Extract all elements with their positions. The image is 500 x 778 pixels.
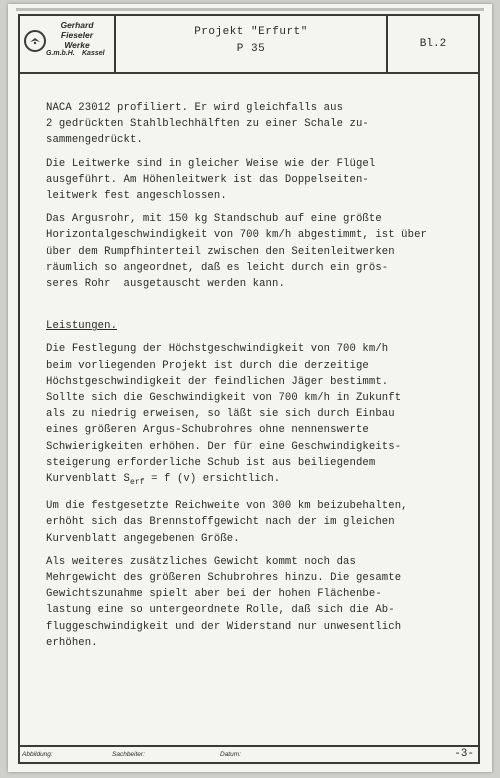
- company-city: Kassel: [82, 50, 105, 57]
- text-line: sammengedrückt.: [46, 134, 143, 147]
- company-name-line2: Werke: [64, 40, 90, 50]
- section-heading: Leistungen.: [46, 320, 118, 333]
- text-line: Sollte sich die Geschwindigkeit von 700 km/h in Zukunft: [46, 392, 402, 405]
- text-line: seres Rohr ausgetauscht werden kann.: [46, 278, 285, 291]
- sheet-number: Bl.2: [419, 38, 447, 50]
- text-line: ausgeführt. Am Höhenleitwerk ist das Doppelseiten-: [46, 173, 369, 186]
- text-line: NACA 23012 profiliert. Er wird gleichfalls aus: [46, 102, 344, 114]
- footer-date-cell: [190, 747, 300, 762]
- footer-clerk-label: Sachbeiter:: [112, 751, 145, 758]
- document-body: [46, 100, 470, 651]
- paragraph-2: [46, 156, 470, 205]
- paragraph-5: [46, 498, 470, 547]
- formula-suffix: = f (v) ersichtlich.: [144, 473, 281, 486]
- footer-figure-label: Abbildung:: [22, 751, 53, 758]
- text-line: Die Festlegung der Höchstgeschwindigkeit von 700 km/h: [46, 343, 389, 356]
- text-line: Kurvenblatt angegebenen Größe.: [46, 532, 240, 545]
- text-line: Höchstgeschwindigkeit der feindlichen Jäger bestimmt.: [46, 375, 389, 388]
- text-line: erhöht sich das Brennstoffgewicht nach der im gleichen: [46, 516, 395, 529]
- text-line: als zu niedrig erweisen, so läßt sie sich durch Einbau: [46, 408, 395, 421]
- text-line: steigerung erforderliche Schub ist aus beiliegendem: [46, 456, 376, 469]
- text-line: räumlich so angeordnet, daß es leicht durch ein grös-: [46, 261, 389, 274]
- text-line: Schwierigkeiten erhöhen. Der für eine Geschwindigkeits-: [46, 440, 402, 453]
- text-line: Das Argusrohr, mit 150 kg Standschub auf eine größte: [46, 213, 382, 226]
- company-logo-icon: [24, 30, 46, 52]
- title-block: [20, 16, 478, 74]
- company-cell: [20, 16, 116, 72]
- paragraph-1: [46, 100, 470, 149]
- company-name-line1: Gerhard Fieseler: [60, 20, 94, 40]
- text-line: leitwerk fest angeschlossen.: [46, 190, 227, 203]
- sheet-cell: [388, 16, 478, 72]
- footer-clerk-cell: [88, 747, 190, 762]
- footer-figure-cell: [20, 747, 88, 762]
- text-line: beim vorliegenden Projekt ist durch die derzeitige: [46, 359, 369, 372]
- scan-edge: [16, 8, 484, 11]
- text-line: eines größeren Argus-Schubrohres ohne nennenswerte: [46, 424, 369, 437]
- text-line: Als weiteres zusätzliches Gewicht kommt noch das: [46, 555, 356, 568]
- company-legal-form: G.m.b.H.: [46, 50, 75, 57]
- text-line: erhöhen.: [46, 636, 98, 649]
- text-line: Mehrgewicht des größeren Schubrohres hinzu. Die gesamte: [46, 572, 402, 585]
- page-number: -3-: [454, 748, 474, 760]
- text-line: lastung eine so untergeordnete Rolle, daß sich die Ab-: [46, 604, 395, 617]
- text-line: Um die festgesetzte Reichweite von 300 km beizubehalten,: [46, 500, 408, 513]
- text-line: Gewichtszunahme spielt aber bei der hohen Flächenbe-: [46, 588, 382, 601]
- company-name: [44, 20, 110, 50]
- text-line: 2 gedrückten Stahlblechhälften zu einer Schale zu-: [46, 118, 369, 131]
- text-line: Horizontalgeschwindigkeit von 700 km/h abgestimmt, ist über: [46, 229, 427, 242]
- formula-line: [46, 471, 470, 491]
- paragraph-3: [46, 211, 470, 292]
- document-page: [8, 4, 492, 772]
- text-line: über dem Rumpfhinterteil zwischen den Seitenleitwerken: [46, 245, 395, 258]
- text-line: Die Leitwerke sind in gleicher Weise wie der Flügel: [46, 157, 376, 170]
- paragraph-6: [46, 554, 470, 651]
- project-code: P 35: [236, 43, 266, 55]
- project-title: Projekt "Erfurt": [194, 26, 308, 38]
- footer-date-label: Datum:: [220, 751, 241, 758]
- footer-block: [20, 745, 478, 762]
- paragraph-4: [46, 341, 470, 491]
- text-line: fluggeschwindigkeit und der Widerstand nur unwesentlich: [46, 620, 402, 633]
- project-cell: [116, 16, 388, 72]
- formula-subscript: erf: [129, 478, 145, 488]
- formula-prefix: Kurvenblatt S: [46, 473, 130, 486]
